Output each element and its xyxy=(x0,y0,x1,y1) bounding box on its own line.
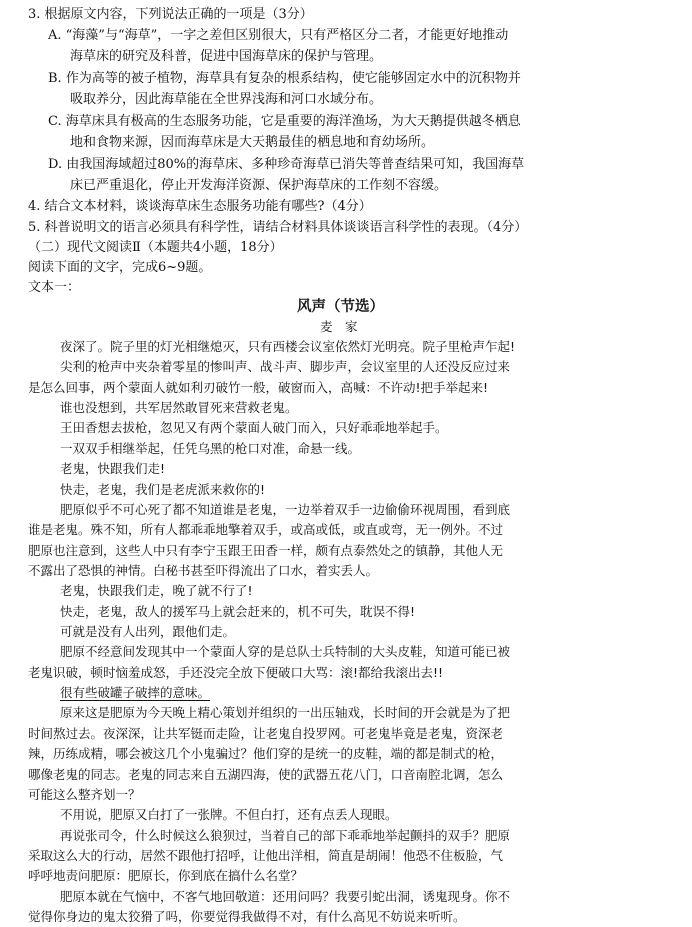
option-d-line-2: 床已严重退化，停止开发海洋资源、保护海草床的工作刻不容缓。 xyxy=(70,178,448,193)
article-line: 辣，历练成精，哪会被这几个小鬼骗过？他们穿的是统一的皮鞋，端的都是制式的枪， xyxy=(28,746,504,761)
article-line: 肥原似乎不可心死了都不知道谁是老鬼，一边举着双手一边偷偷环视周围，看到底 xyxy=(60,502,511,517)
article-line: 呼呼地责问肥原：肥原长，你到底在搞什么名堂？ xyxy=(28,868,304,883)
article-line: 快走，老鬼，敌人的援军马上就会赶来的，机不可失，耽误不得! xyxy=(60,604,416,619)
option-b-line-1: B. 作为高等的被子植物，海草具有复杂的根系结构，使它能够固定水中的沉积物并 xyxy=(48,71,521,86)
article-line: 是怎么回事，两个蒙面人就如利刃破竹一般，破窗而入，高喊：不许动!把手举起来! xyxy=(28,380,489,395)
article-line: 觉得你身边的鬼太狡猾了吗，你要觉得我做得不对，有什么高见不妨说来听听。 xyxy=(28,909,466,924)
article-line: 快走，老鬼，我们是老虎派来救你的! xyxy=(60,482,266,497)
option-a-line-1: A. “海藻”与“海草”，一字之差但区别很大，只有严格区分二者，才能更好地推动 xyxy=(48,28,509,43)
option-c-line-1: C. 海草床具有极高的生态服务功能，它是重要的海洋渔场，为大天鹅提供越冬栖息 xyxy=(48,114,521,129)
article-line: 王田香想去拔枪，忽见又有两个蒙面人破门而入，只好乖乖地举起手。 xyxy=(60,420,448,435)
article-line: 原来这是肥原为今天晚上精心策划并组织的一出压轴戏，长时间的开会就是为了把 xyxy=(60,705,511,720)
question-5: 5. 科普说明文的语言必须具有科学性，请结合材料具体谈谈语言科学性的表现。（4分） xyxy=(28,220,528,235)
section-heading: （二）现代文阅读Ⅱ（本题共4小题，18分） xyxy=(28,240,283,255)
article-line: 哪像老鬼的同志。老鬼的同志来自五湖四海，使的武器五花八门，口音南腔北调，怎么 xyxy=(28,767,504,782)
article-title: 风声（节选） xyxy=(297,298,384,315)
article-line: 不露出了恐惧的神情。白秘书甚至吓得流出了口水，着实丢人。 xyxy=(28,563,379,578)
article-line: 可能这么整齐划一？ xyxy=(28,787,141,802)
article-line: 很有些破罐子破摔的意味。 xyxy=(60,685,211,700)
text-label: 文本一： xyxy=(28,280,81,295)
reading-instruction: 阅读下面的文字，完成6~9题。 xyxy=(28,260,212,275)
question-3-stem: 3. 根据原文内容，下列说法正确的一项是（3分） xyxy=(28,7,313,22)
option-d-line-1: D. 由我国海域超过80%的海草床、多种珍奇海草已消失等普查结果可知，我国海草 xyxy=(48,157,525,172)
article-line: 老鬼识破，顿时恼羞成怒，手还没完全放下便破口大骂：滚!都给我滚出去!! xyxy=(28,665,444,680)
article-author: 麦 家 xyxy=(320,319,358,334)
article-line: 一双双手相继举起，任凭乌黑的枪口对准，命悬一线。 xyxy=(60,441,361,456)
article-line: 肥原不经意间发现其中一个蒙面人穿的是总队士兵特制的大头皮鞋，知道可能已被 xyxy=(60,644,511,659)
article-line: 老鬼，快跟我们走! xyxy=(60,461,166,476)
article-line: 尖利的枪声中夹杂着零星的惨叫声、战斗声、脚步声，会议室里的人还没反应过来 xyxy=(60,359,511,374)
question-4: 4. 结合文本材料，谈谈海草床生态服务功能有哪些?（4分） xyxy=(28,199,372,214)
article-line: 老鬼，快跟我们走，晚了就不行了! xyxy=(60,583,253,598)
article-line: 采取这么大的行动，居然不跟他打招呼，让他出洋相，简直是胡闹！他恐不住板脸，气 xyxy=(28,848,504,863)
article-line: 时间熬过去。夜深深，让共军铤而走险，让老鬼自投罗网。可老鬼毕竟是老鬼，资深老 xyxy=(28,726,504,741)
article-line: 不用说，肥原又白打了一张牌。不但白打，还有点丢人现眼。 xyxy=(60,807,398,822)
option-a-line-2: 海草床的研究及科普，促进中国海草床的保护与管理。 xyxy=(70,49,383,64)
article-line: 再说张司令，什么时候这么狼狈过，当着自己的部下乖乖地举起颤抖的双手？肥原 xyxy=(60,828,511,843)
article-line: 肥原也注意到，这些人中只有李宁玉跟王田香一样，颇有点泰然处之的镇静，其他人无 xyxy=(28,543,504,558)
option-c-line-2: 地和食物来源，因而海草床是大天鹅最佳的栖息地和育幼场所。 xyxy=(70,135,435,150)
article-line: 肥原本就在气恼中，不客气地回敬道：还用问吗？我要引蛇出洞，诱鬼现身。你不 xyxy=(60,889,511,904)
article-line: 夜深了。院子里的灯光相继熄灭，只有西楼会议室依然灯光明亮。院子里枪声乍起! xyxy=(60,339,516,354)
option-b-line-2: 吸取养分，因此海草能在全世界浅海和河口水域分布。 xyxy=(70,92,383,107)
article-line: 可就是没有人出列，跟他们走。 xyxy=(60,624,236,639)
article-line: 谁也没想到，共军居然敢冒死来营救老鬼。 xyxy=(60,400,298,415)
article-line: 谁是老鬼。殊不知，所有人都乖乖地擎着双手，或高或低，或直或弯，无一例外。不过 xyxy=(28,522,504,537)
